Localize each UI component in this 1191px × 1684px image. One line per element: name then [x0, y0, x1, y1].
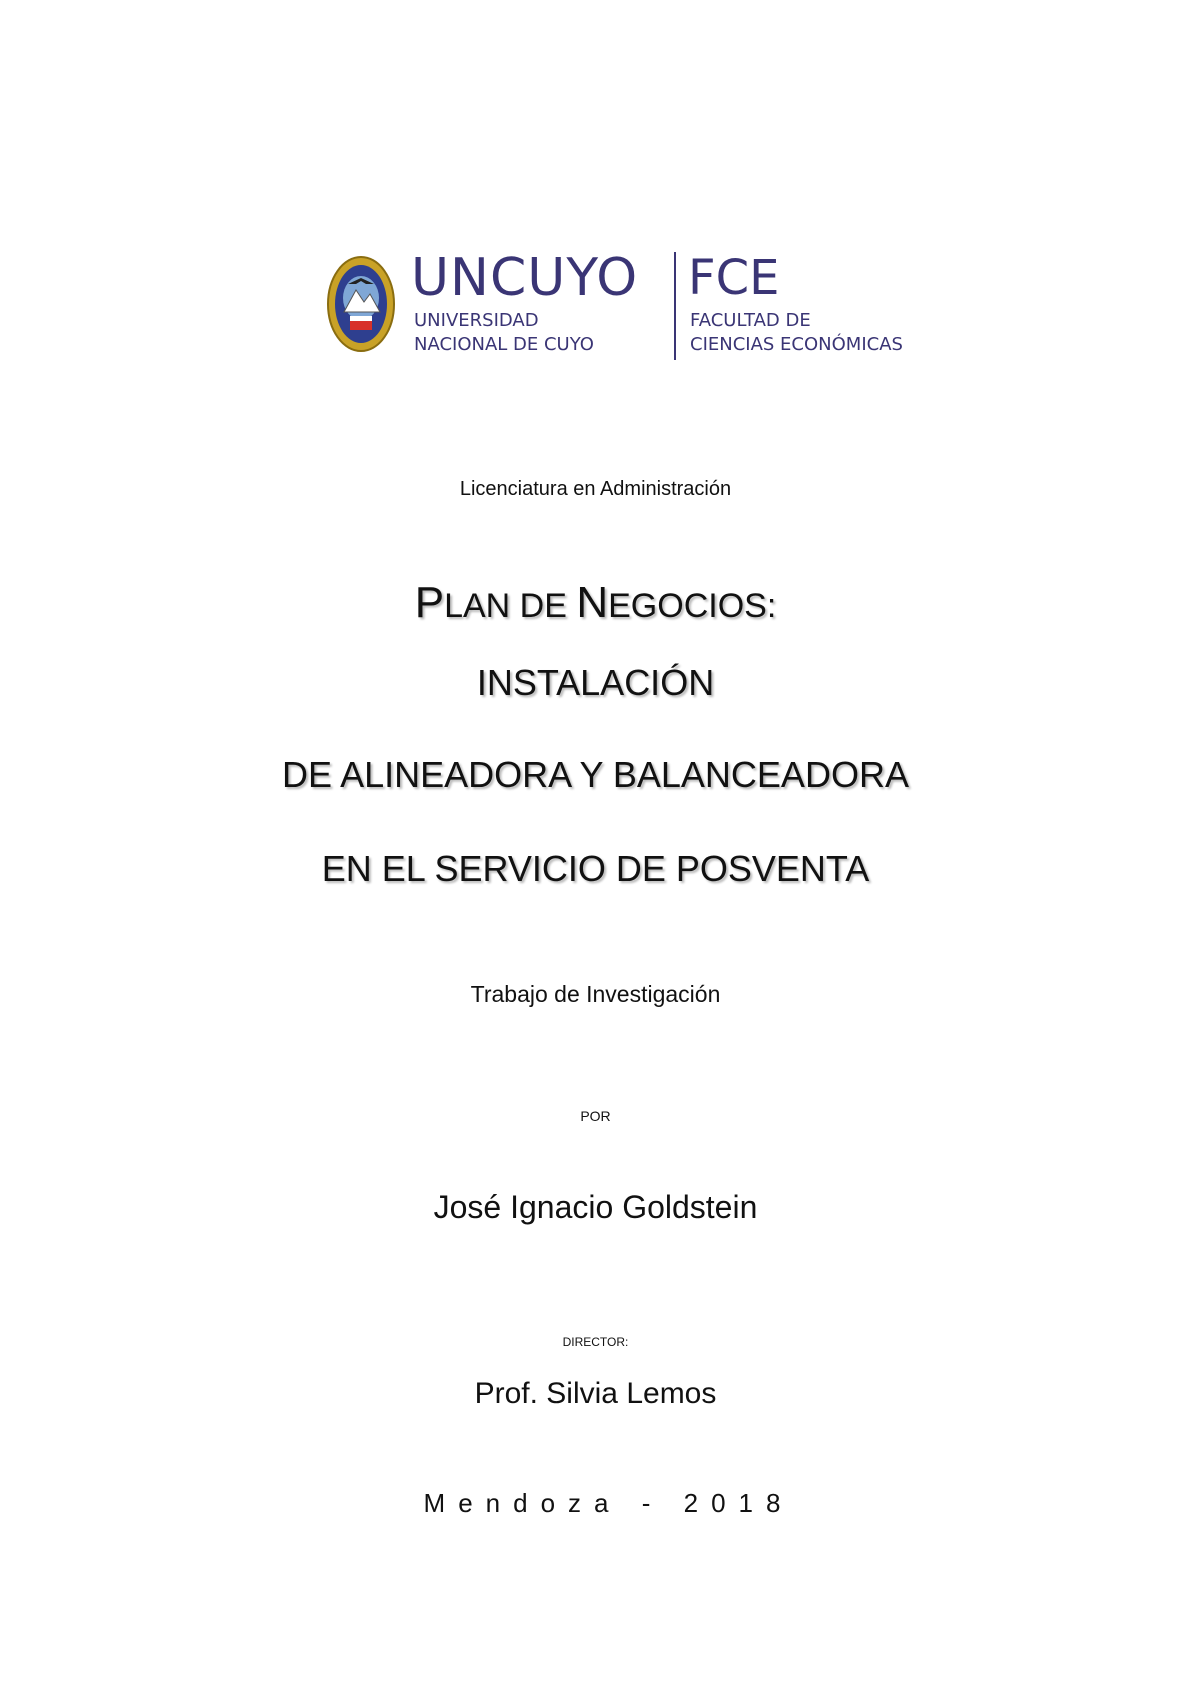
career-name: Licenciatura en Administración — [459, 478, 732, 500]
title-line-2: DE ALINEADORA Y BALANCEADORA — [282, 754, 909, 795]
title-main-egocios: EGOCIOS: — [608, 587, 777, 625]
university-logo — [326, 248, 926, 368]
title-line-1: INSTALACIÓN — [476, 662, 715, 703]
fce-subtitle-line1: FACULTAD DE — [690, 310, 811, 331]
work-type: Trabajo de Investigación — [470, 981, 721, 1007]
director-name: Prof. Silvia Lemos — [474, 1377, 717, 1410]
uncuyo-subtitle-line2: NACIONAL DE CUYO — [414, 334, 594, 355]
title-main-n: N — [576, 578, 609, 627]
by-label: POR — [580, 1108, 611, 1124]
title-line-3: EN EL SERVICIO DE POSVENTA — [321, 848, 870, 889]
university-seal-icon — [326, 254, 396, 354]
title-main — [0, 576, 1191, 633]
title-main-lan: LAN DE — [444, 587, 577, 625]
uncuyo-wordmark: UNCUYO — [411, 248, 639, 308]
author-name: José Ignacio Goldstein — [433, 1189, 758, 1225]
fce-subtitle-line2: CIENCIAS ECONÓMICAS — [690, 334, 903, 355]
director-label: DIRECTOR: — [562, 1335, 629, 1349]
logo-divider — [674, 252, 676, 360]
uncuyo-subtitle-line1: UNIVERSIDAD — [414, 310, 539, 331]
title-main-p: P — [414, 578, 445, 627]
place-and-year: Mendoza - 2018 — [423, 1488, 794, 1518]
fce-wordmark: FCE — [688, 250, 780, 306]
